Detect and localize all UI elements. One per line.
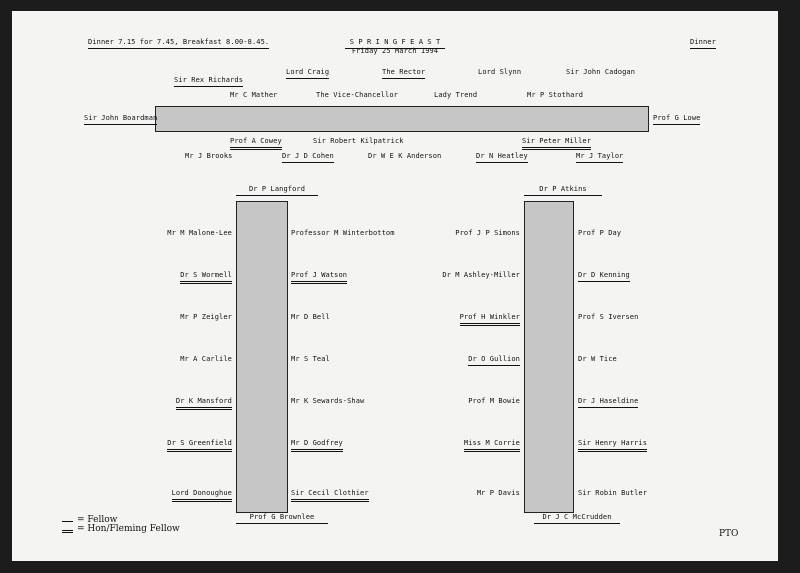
top-guest-row1-1: Lord Craig <box>286 68 329 79</box>
right-table-right-seat-1: Prof P Day <box>578 229 622 237</box>
right-table-left-seat-6: Miss M Corrie <box>464 439 520 452</box>
top-guest-row3-1: Prof A Cowey <box>230 137 282 150</box>
left-table-right-seat-3: Mr D Bell <box>291 313 330 321</box>
right-table-right-seat-5: Dr J Haseldine <box>578 397 638 408</box>
event-title: S P R I N G F E A S T <box>345 38 445 49</box>
left-table-left-seat-5: Dr K Mansford <box>176 397 232 410</box>
legend-hon-fellow-line <box>62 530 73 533</box>
top-guest-row2-2: The Vice-Chancellor <box>316 91 398 99</box>
legend-fellow-text: = Fellow <box>77 515 118 525</box>
left-table-right-seat-2: Prof J Watson <box>291 271 347 284</box>
left-table-right-seat-1: Professor M Winterbottom <box>291 229 395 237</box>
left-table-left-seat-4: Mr A Carlile <box>180 355 232 363</box>
top-table-right-end: Prof G Lowe <box>653 114 700 125</box>
left-table-head: Dr P Langford <box>236 185 318 196</box>
right-table-right-seat-3: Prof S Iversen <box>578 313 639 321</box>
left-table-right-seat-6: Mr D Godfrey <box>291 439 343 452</box>
right-table-left-seat-4: Dr O Gullion <box>468 355 520 366</box>
right-table <box>524 201 574 513</box>
top-guest-row4-2: Dr J D Cohen <box>282 152 334 163</box>
top-guest-row4-4: Dr N Heatley <box>476 152 528 163</box>
dinner-time-note: Dinner 7.15 for 7.45, Breakfast 8.00-8.45. <box>88 38 269 49</box>
left-table-right-seat-5: Mr K Sewards-Shaw <box>291 397 365 405</box>
right-table-left-seat-5: Prof M Bowie <box>468 397 520 405</box>
right-table-right-seat-7: Sir Robin Butler <box>578 489 648 497</box>
left-table-left-seat-6: Dr S Greenfield <box>167 439 232 452</box>
event-date: Friday 25 March 1994 <box>351 47 439 55</box>
left-table-left-seat-7: Lord Donoughue <box>172 489 232 502</box>
top-guest-row1-3: Lord Slynn <box>478 68 522 76</box>
left-table-foot: Prof G Brownlee <box>236 513 328 524</box>
legend-fellow-line <box>62 521 73 522</box>
top-guest-row2-1: Mr C Mather <box>230 91 278 99</box>
left-table-left-seat-3: Mr P Zeigler <box>180 313 232 321</box>
top-table-left-end: Sir John Boardman <box>84 114 157 125</box>
top-guest-row4-3: Dr W E K Anderson <box>368 152 442 160</box>
left-table-right-seat-4: Mr S Teal <box>291 355 330 363</box>
top-guest-row2-4: Mr P Stothard <box>527 91 584 99</box>
left-table <box>236 201 288 513</box>
top-guest-row1-2: The Rector <box>382 68 425 79</box>
right-table-right-seat-4: Dr W Tice <box>578 355 617 363</box>
top-guest-row4-5: Mr J Taylor <box>576 152 623 163</box>
right-table-left-seat-7: Mr P Davis <box>476 489 520 497</box>
right-table-left-seat-2: Dr M Ashley-Miller <box>442 271 520 279</box>
right-table-foot: Dr J C McCrudden <box>534 513 620 524</box>
top-guest-row3-3: Sir Peter Miller <box>522 137 591 150</box>
legend-hon-fellow-text: = Hon/Fleming Fellow <box>77 524 180 534</box>
right-table-head: Dr P Atkins <box>524 185 602 196</box>
seating-plan-sheet <box>12 11 778 561</box>
left-table-left-seat-2: Dr S Wormell <box>180 271 232 284</box>
left-table-left-seat-1: Mr M Malone-Lee <box>167 229 232 237</box>
top-guest-rex-richards: Sir Rex Richards <box>174 76 243 87</box>
top-guest-row3-2: Sir Robert Kilpatrick <box>313 137 404 145</box>
right-table-left-seat-1: Prof J P Simons <box>455 229 520 237</box>
left-table-right-seat-7: Sir Cecil Clothier <box>291 489 369 502</box>
top-guest-row1-4: Sir John Cadogan <box>566 68 636 76</box>
right-table-right-seat-6: Sir Henry Harris <box>578 439 647 452</box>
right-table-right-seat-2: Dr D Kenning <box>578 271 630 282</box>
pto-note: PTO <box>719 529 739 539</box>
top-table <box>155 106 649 132</box>
dinner-label: Dinner <box>690 38 716 49</box>
top-guest-row2-3: Lady Trend <box>434 91 478 99</box>
right-table-left-seat-3: Prof H Winkler <box>460 313 520 326</box>
top-guest-row4-1: Mr J Brooks <box>185 152 233 160</box>
